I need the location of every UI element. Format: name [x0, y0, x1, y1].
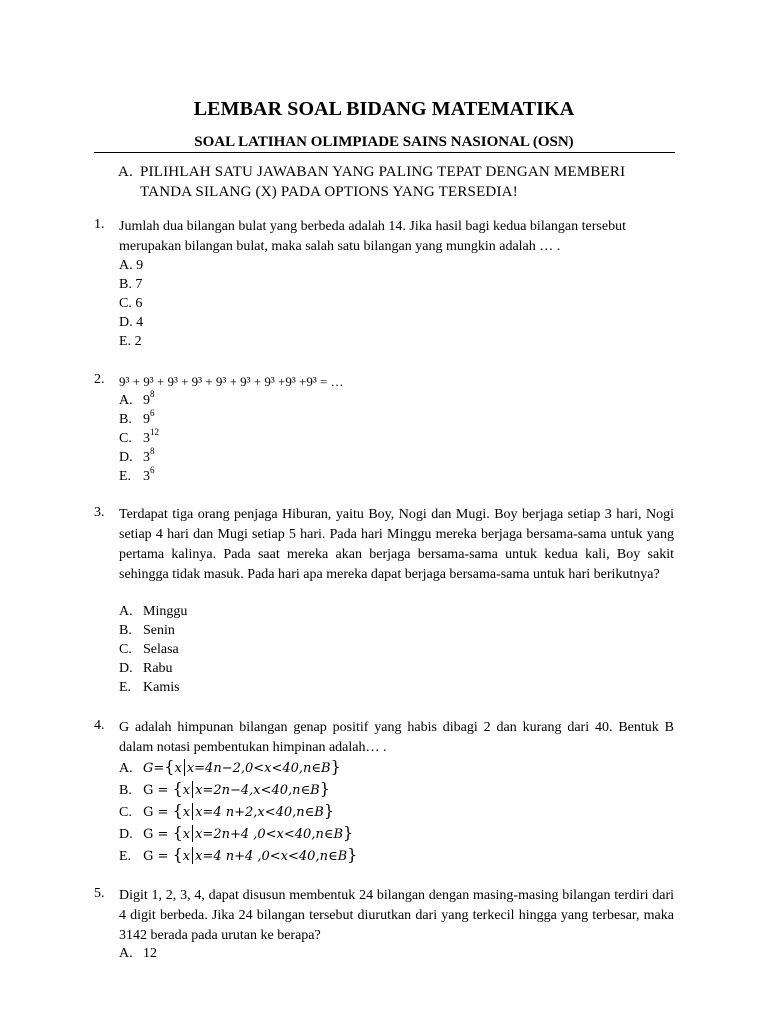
question-number: 4.: [94, 718, 105, 733]
such-that-bar-icon: [192, 847, 193, 864]
set-variable: x: [182, 805, 191, 820]
option-exponent: 8: [150, 446, 155, 457]
equals-sign: =: [153, 805, 173, 820]
option-letter: B.: [119, 783, 132, 798]
option-letter: B.: [119, 623, 132, 638]
option-letter: A.: [119, 604, 133, 619]
option-letter: C.: [119, 805, 132, 820]
option-d[interactable]: [119, 824, 353, 844]
question-text: G adalah himpunan bilangan genap positif yang habis dibagi 2 dan kurang dari 40. Bentuk B dalam notasi pembentukan himpinan adalah… .: [119, 720, 674, 755]
equals-sign: =: [153, 827, 173, 842]
question-text: Digit 1, 2, 3, 4, dapat disusun membentuk 24 bilangan dengan masing-masing bilangan terdiri dari 4 digit berbeda. Jika 24 bilangan tersebut diurutkan dari yang terkecil hingga yang terbesar, maka 3142 berada pada urutan ke berapa?: [119, 888, 674, 943]
option-text: 9: [136, 258, 144, 273]
set-condition: x=4 n+4 ,0<x<40,n∈B: [195, 849, 348, 864]
option-e[interactable]: [119, 679, 180, 697]
close-brace-icon: }: [323, 801, 335, 820]
set-variable: x: [182, 827, 191, 842]
open-brace-icon: {: [172, 779, 183, 798]
option-b[interactable]: [119, 780, 330, 800]
set-variable: x: [182, 783, 191, 798]
option-text: 2: [134, 334, 142, 349]
option-text: Senin: [143, 623, 175, 638]
equals-sign: =: [153, 849, 173, 864]
option-letter: B.: [119, 412, 132, 427]
option-base: 3: [143, 431, 150, 446]
option-text: 4: [136, 315, 144, 330]
option-letter: E.: [119, 334, 132, 349]
question-number: 5.: [94, 886, 105, 901]
option-e[interactable]: [119, 846, 357, 866]
option-text: 12: [143, 946, 157, 961]
title-divider: [94, 152, 675, 153]
open-brace-icon: {: [172, 823, 183, 842]
option-base: 9: [143, 393, 150, 408]
option-letter: D.: [119, 450, 133, 465]
set-name: G: [143, 805, 154, 820]
option-b[interactable]: [119, 622, 175, 640]
set-name: G: [143, 783, 154, 798]
option-c[interactable]: [119, 802, 334, 822]
equals-sign: =: [153, 783, 173, 798]
option-letter: E.: [119, 849, 132, 864]
option-exponent: 8: [150, 389, 155, 400]
option-a[interactable]: [119, 257, 143, 275]
set-name: G: [143, 849, 154, 864]
close-brace-icon: }: [319, 779, 330, 798]
question-number: 1.: [94, 217, 105, 232]
question-text: Jumlah dua bilangan bulat yang berbeda adalah 14. Jika hasil bagi kedua bilangan tersebut merupakan bilangan bulat, maka salah satu bilangan yang mungkin adalah … .: [119, 219, 626, 254]
open-brace-icon: {: [172, 801, 183, 820]
option-base: 9: [143, 412, 150, 427]
close-brace-icon: }: [347, 845, 358, 864]
such-that-bar-icon: [192, 825, 193, 842]
option-e[interactable]: [119, 465, 155, 486]
set-condition: x=4 n+2,x<40,n∈B: [195, 805, 324, 820]
page-title: LEMBAR SOAL BIDANG MATEMATIKA: [193, 98, 575, 120]
set-condition: x=2n+4 ,0<x<40,n∈B: [195, 827, 344, 842]
option-letter: D.: [119, 827, 133, 842]
option-exponent: 12: [150, 427, 159, 438]
option-text: Kamis: [143, 680, 180, 695]
such-that-bar-icon: [192, 803, 193, 820]
option-b[interactable]: [119, 276, 142, 294]
such-that-bar-icon: [192, 781, 193, 798]
option-letter: B.: [119, 277, 132, 292]
option-exponent: 6: [150, 465, 155, 476]
option-letter: E.: [119, 469, 132, 484]
option-d[interactable]: [119, 314, 143, 332]
option-text: Selasa: [143, 642, 179, 657]
open-brace-icon: {: [172, 845, 183, 864]
instruction-line-1: PILIHLAH SATU JAWABAN YANG PALING TEPAT DENGAN MEMBERI: [140, 164, 626, 180]
option-letter: C.: [119, 642, 132, 657]
set-condition: x=2n−4,x<40,n∈B: [195, 783, 320, 798]
option-exponent: 6: [150, 408, 155, 419]
question-number: 3.: [94, 505, 105, 520]
set-condition: x=4n−2,0<x<40,n∈B: [186, 761, 331, 776]
option-base: 3: [143, 469, 150, 484]
set-name: G: [143, 827, 154, 842]
option-text: Minggu: [143, 604, 188, 619]
set-variable: x: [182, 849, 191, 864]
option-letter: A.: [119, 393, 133, 408]
question-text: Terdapat tiga orang penjaga Hiburan, yaitu Boy, Nogi dan Mugi. Boy berjaga setiap 3 hari, Nogi setiap 4 hari dan Mugi setiap 5 hari. Pada hari Minggu mereka berjaga bersama-sama untuk yang pertama kalinya. Pada saat mereka akan berjaga bersama-sama untuk kedua kali, Boy sakit sehingga tidak masuk. Pada hari apa mereka dapat berjaga bersama-sama untuk hari berikutnya?: [119, 507, 674, 582]
option-letter: D.: [119, 315, 133, 330]
option-text: 6: [135, 296, 143, 311]
option-a[interactable]: [119, 758, 341, 778]
option-letter: D.: [119, 661, 133, 676]
close-brace-icon: }: [330, 757, 341, 776]
set-name: G: [143, 761, 154, 776]
close-brace-icon: }: [343, 823, 354, 842]
option-letter: C.: [119, 296, 132, 311]
equals-sign: =: [153, 761, 165, 776]
option-letter: C.: [119, 431, 132, 446]
option-text: 7: [135, 277, 143, 292]
question-expression: 9³ + 9³ + 9³ + 9³ + 9³ + 9³ + 9³ +9³ +9³ = …: [119, 374, 344, 389]
option-e[interactable]: [119, 333, 142, 351]
page-subtitle: SOAL LATIHAN OLIMPIADE SAINS NASIONAL (OSN): [194, 134, 574, 150]
such-that-bar-icon: [184, 759, 185, 776]
section-letter: A.: [118, 164, 133, 180]
question-number: 2.: [94, 372, 105, 387]
option-d[interactable]: [119, 660, 173, 678]
open-brace-icon: {: [164, 757, 175, 776]
option-c[interactable]: [119, 641, 179, 659]
option-base: 3: [143, 450, 150, 465]
option-letter: A.: [119, 946, 133, 961]
option-text: Rabu: [143, 661, 173, 676]
option-a[interactable]: [119, 945, 157, 963]
option-a[interactable]: [119, 603, 187, 621]
option-letter: A.: [119, 258, 133, 273]
instruction-line-2: TANDA SILANG (X) PADA OPTIONS YANG TERSEDIA!: [140, 184, 518, 200]
option-letter: A.: [119, 761, 133, 776]
option-c[interactable]: [119, 295, 142, 313]
option-letter: E.: [119, 680, 132, 695]
set-variable: x: [174, 761, 182, 776]
